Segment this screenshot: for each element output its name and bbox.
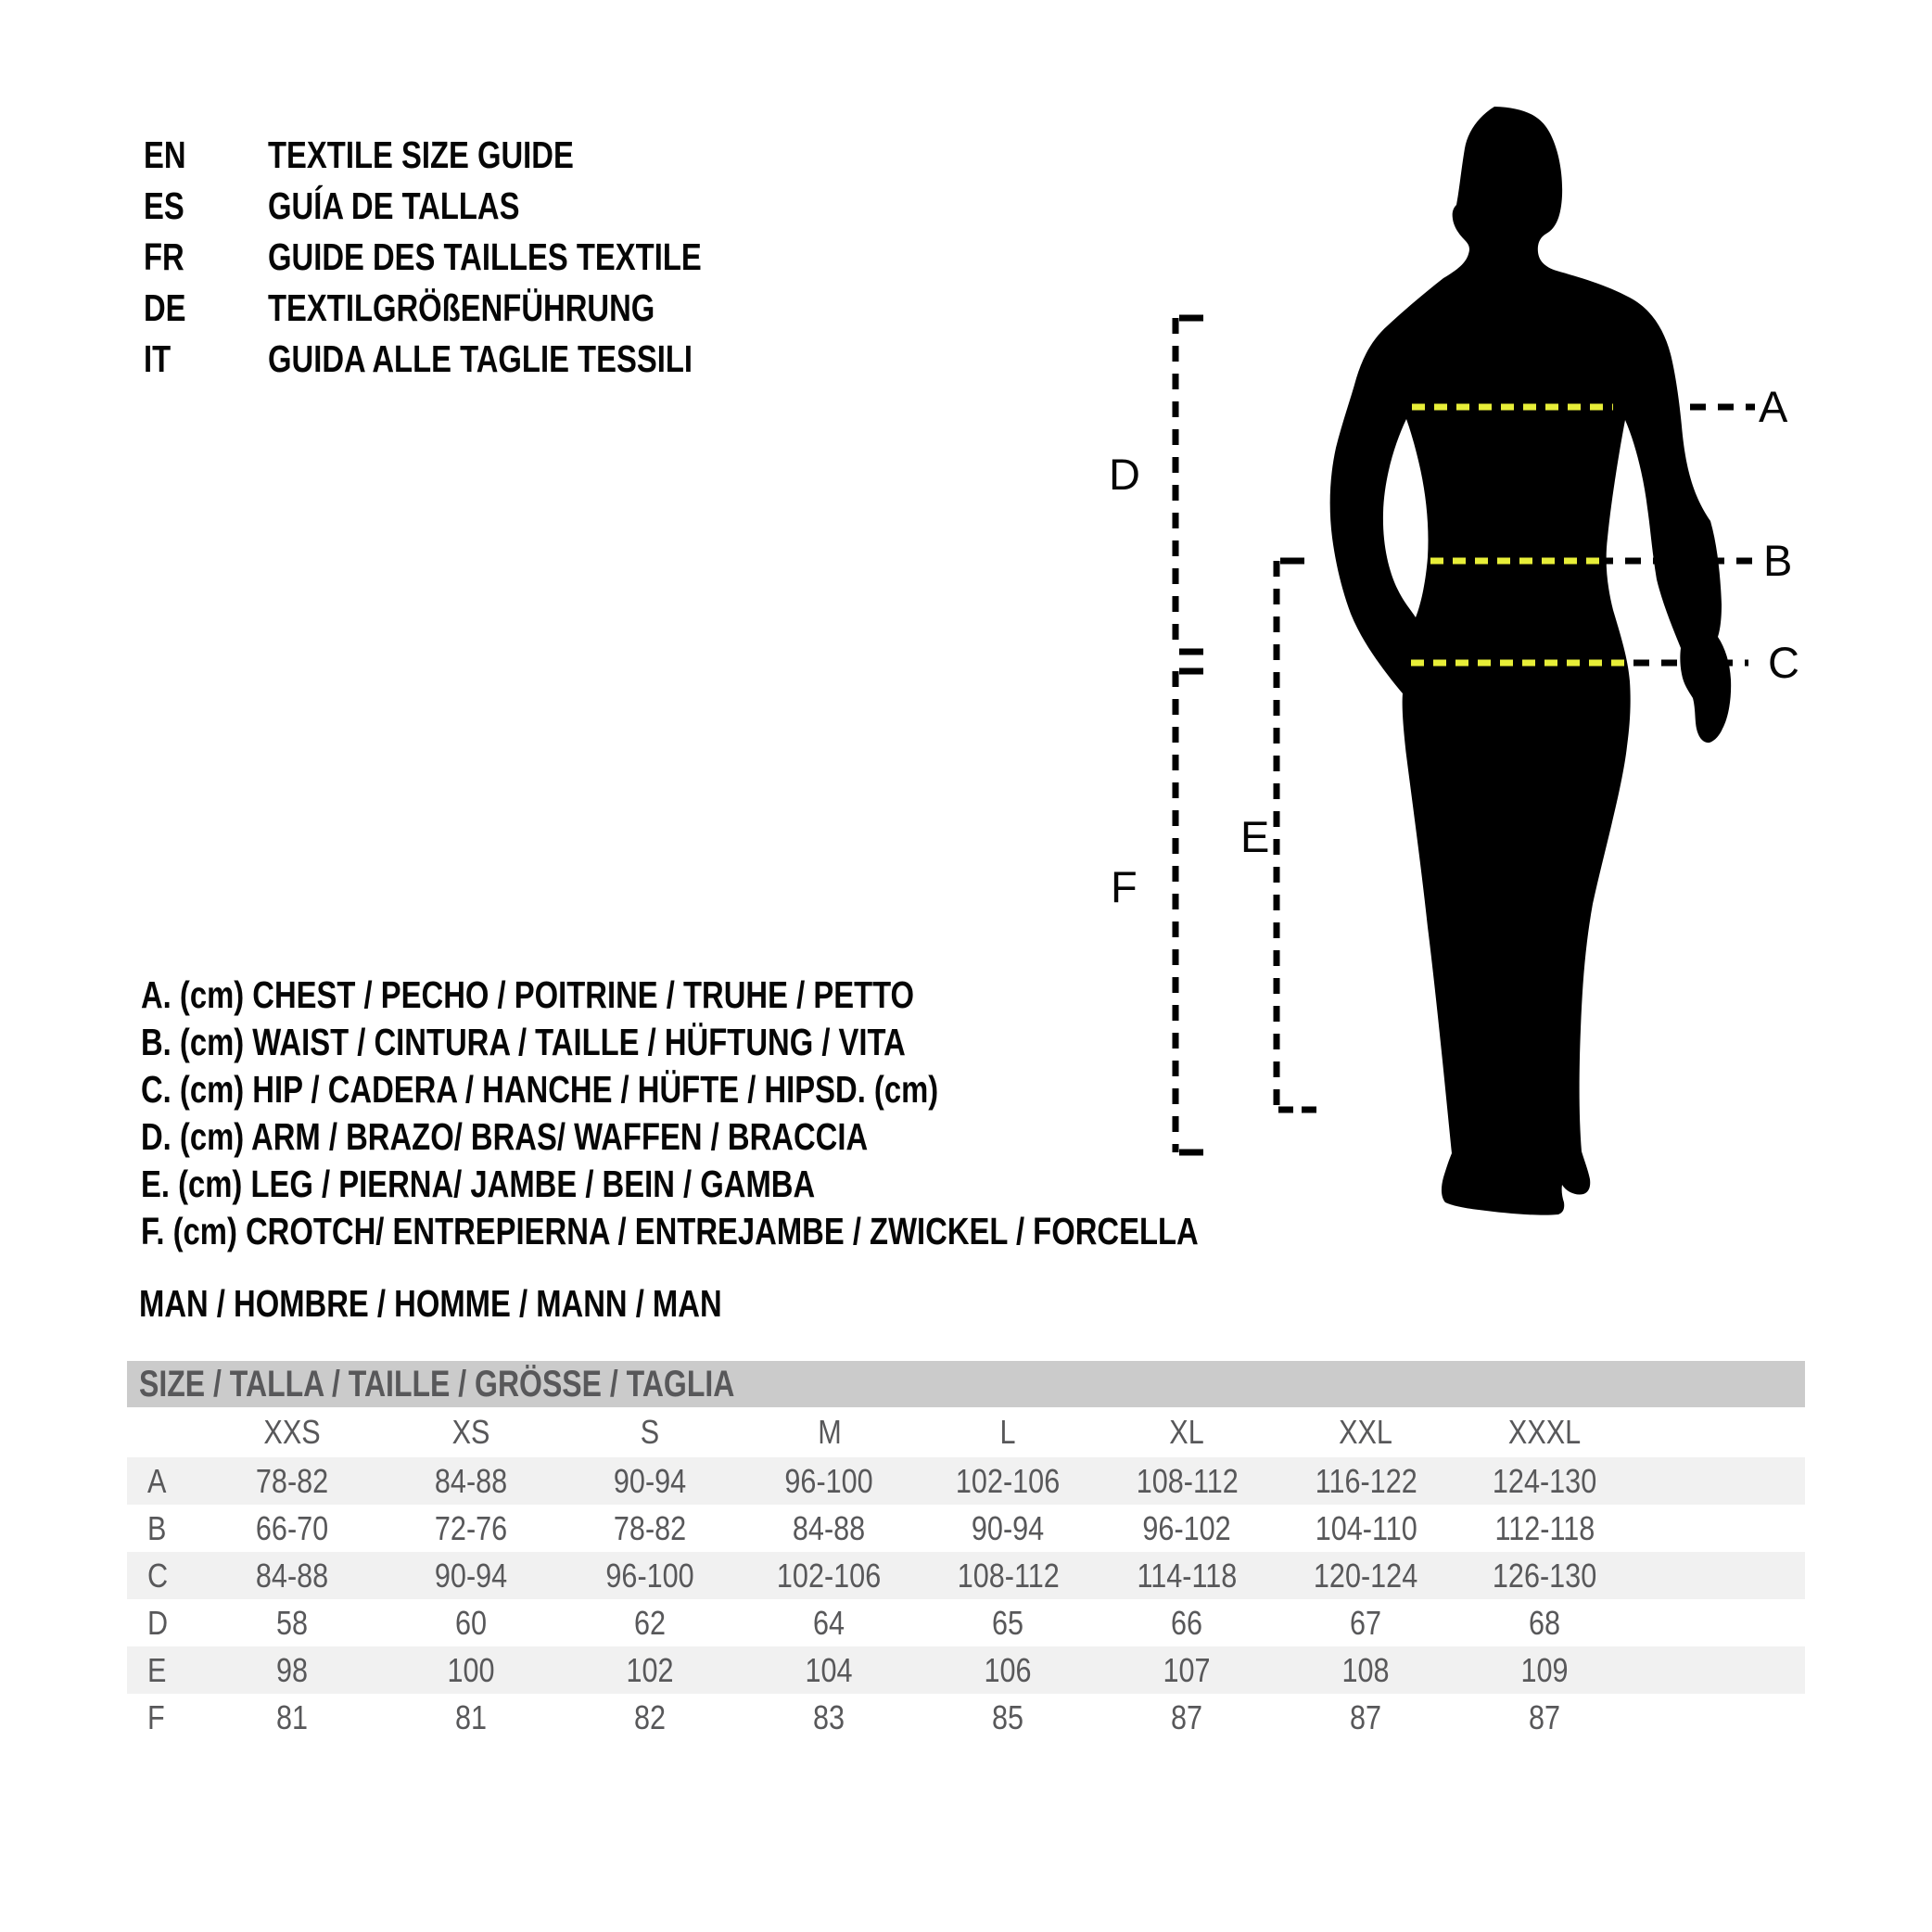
- cell-d-xxl-text: 67: [1350, 1603, 1382, 1642]
- cell-e-xl: [1098, 1651, 1277, 1690]
- cell-f-xxs-text: 81: [276, 1697, 309, 1736]
- cell-a-xxl-text: 116-122: [1315, 1461, 1417, 1500]
- cell-a-xxxl-text: 124-130: [1493, 1461, 1597, 1500]
- language-code: ES: [144, 184, 184, 227]
- table-row-d: [127, 1599, 1805, 1646]
- row-label-c-text: C: [147, 1556, 169, 1595]
- cell-b-xxxl: [1455, 1509, 1634, 1548]
- legend-text: F. (cm) CROTCH/ ENTREPIERNA / ENTREJAMBE / ZWICKEL / FORCELLA: [141, 1210, 1199, 1252]
- cell-f-xxs: [203, 1698, 382, 1737]
- legend-row: [141, 1019, 1463, 1066]
- cell-d-xxxl: [1455, 1604, 1634, 1643]
- column-header-xxxl-text: XXXL: [1508, 1413, 1582, 1451]
- table-row-c: [127, 1552, 1805, 1599]
- row-label-d: [127, 1604, 203, 1643]
- cell-f-l-text: 85: [992, 1697, 1024, 1736]
- legend-text: D. (cm) ARM / BRAZO/ BRAS/ WAFFEN / BRACCIA: [141, 1115, 869, 1158]
- cell-d-l-text: 65: [992, 1603, 1024, 1642]
- cell-d-xxs: [203, 1604, 382, 1643]
- cell-e-xxs: [203, 1651, 382, 1690]
- cell-e-xxl: [1277, 1651, 1455, 1690]
- column-header-s: [561, 1413, 740, 1452]
- cell-a-xs: [382, 1462, 561, 1501]
- cell-d-xxs-text: 58: [276, 1603, 309, 1642]
- cell-b-s: [561, 1509, 740, 1548]
- cell-c-s-text: 96-100: [605, 1556, 695, 1595]
- legend-row: [141, 1208, 1463, 1255]
- row-label-e-text: E: [147, 1650, 167, 1689]
- cell-a-l: [919, 1462, 1098, 1501]
- row-label-a: [127, 1462, 203, 1501]
- row-label-b: [127, 1509, 203, 1548]
- cell-c-xxl: [1277, 1557, 1455, 1595]
- cell-a-xxl: [1277, 1462, 1455, 1501]
- cell-e-xxl-text: 108: [1341, 1650, 1391, 1689]
- cell-d-s: [561, 1604, 740, 1643]
- cell-c-xxxl: [1455, 1557, 1634, 1595]
- cell-d-xl-text: 66: [1171, 1603, 1203, 1642]
- cell-d-l: [919, 1604, 1098, 1643]
- cell-c-xxl-text: 120-124: [1314, 1556, 1418, 1595]
- cell-c-xxxl-text: 126-130: [1493, 1556, 1597, 1595]
- cell-a-s: [561, 1462, 740, 1501]
- cell-b-l-text: 90-94: [972, 1508, 1045, 1547]
- cell-d-xs-text: 60: [455, 1603, 488, 1642]
- cell-e-xl-text: 107: [1163, 1650, 1212, 1689]
- table-row-f: [127, 1694, 1805, 1741]
- table-row-b: [127, 1505, 1805, 1552]
- column-header-m: [740, 1413, 919, 1452]
- cell-e-m: [740, 1651, 919, 1690]
- column-header-xl-text: XL: [1169, 1413, 1205, 1451]
- column-header-l: [919, 1413, 1098, 1452]
- cell-c-xxs: [203, 1557, 382, 1595]
- cell-e-xxxl: [1455, 1651, 1634, 1690]
- legend-row: [141, 1066, 1463, 1113]
- cell-f-xs-text: 81: [455, 1697, 488, 1736]
- cell-b-xl-text: 96-102: [1142, 1508, 1232, 1547]
- column-header-s-text: S: [641, 1413, 660, 1451]
- language-code: DE: [144, 286, 186, 329]
- cell-f-xxxl: [1455, 1698, 1634, 1737]
- cell-d-m-text: 64: [813, 1603, 845, 1642]
- cell-c-xl: [1098, 1557, 1277, 1595]
- size-table-title-bar: [127, 1361, 1805, 1407]
- cell-a-m: [740, 1462, 919, 1501]
- column-header-xl: [1098, 1413, 1277, 1452]
- cell-a-m-text: 96-100: [784, 1461, 874, 1500]
- language-title: TEXTILE SIZE GUIDE: [268, 133, 575, 176]
- cell-c-m-text: 102-106: [777, 1556, 882, 1595]
- cell-b-xs: [382, 1509, 561, 1548]
- legend-row: [141, 1161, 1463, 1208]
- cell-b-m: [740, 1509, 919, 1548]
- language-code: EN: [144, 133, 186, 176]
- cell-f-xxl: [1277, 1698, 1455, 1737]
- column-header-xs-text: XS: [452, 1413, 490, 1451]
- cell-a-s-text: 90-94: [614, 1461, 687, 1500]
- legend-text: C. (cm) HIP / CADERA / HANCHE / HÜFTE / HIPSD. (cm): [141, 1068, 939, 1111]
- cell-b-l: [919, 1509, 1098, 1548]
- cell-d-xxxl-text: 68: [1529, 1603, 1561, 1642]
- cell-e-xxs-text: 98: [276, 1650, 309, 1689]
- table-row-a: [127, 1457, 1805, 1505]
- cell-a-xxxl: [1455, 1462, 1634, 1501]
- language-code: FR: [144, 235, 184, 278]
- cell-c-xs-text: 90-94: [435, 1556, 508, 1595]
- cell-f-m-text: 83: [813, 1697, 845, 1736]
- column-header-xxs: [203, 1413, 382, 1452]
- size-table-body: [127, 1457, 1805, 1741]
- row-label-f-text: F: [147, 1697, 165, 1736]
- cell-f-s: [561, 1698, 740, 1737]
- cell-e-s: [561, 1651, 740, 1690]
- table-row-e: [127, 1646, 1805, 1694]
- cell-c-xs: [382, 1557, 561, 1595]
- row-label-d-text: D: [147, 1603, 169, 1642]
- gender-line: MAN / HOMBRE / HOMME / MANN / MAN: [139, 1282, 722, 1325]
- cell-c-xl-text: 114-118: [1137, 1556, 1238, 1595]
- cell-b-m-text: 84-88: [793, 1508, 866, 1547]
- cell-a-xl-text: 108-112: [1136, 1461, 1239, 1500]
- cell-f-xs: [382, 1698, 561, 1737]
- cell-b-xs-text: 72-76: [435, 1508, 508, 1547]
- cell-a-xxs: [203, 1462, 382, 1501]
- row-label-e: [127, 1651, 203, 1690]
- size-table-column-header: [127, 1407, 1805, 1457]
- cell-d-xxl: [1277, 1604, 1455, 1643]
- cell-c-m: [740, 1557, 919, 1595]
- marker-leg: E: [1240, 812, 1270, 861]
- marker-chest: A: [1759, 382, 1788, 431]
- cell-e-m-text: 104: [805, 1650, 854, 1689]
- marker-arm: D: [1109, 450, 1140, 499]
- cell-b-xxs: [203, 1509, 382, 1548]
- column-header-xxs-text: XXS: [263, 1413, 322, 1451]
- cell-d-xs: [382, 1604, 561, 1643]
- legend-text: A. (cm) CHEST / PECHO / POITRINE / TRUHE / PETTO: [141, 973, 915, 1016]
- marker-crotch: F: [1111, 862, 1138, 911]
- measurement-legend: [141, 972, 1463, 1255]
- cell-e-l: [919, 1651, 1098, 1690]
- cell-f-s-text: 82: [634, 1697, 667, 1736]
- cell-f-xl: [1098, 1698, 1277, 1737]
- cell-f-m: [740, 1698, 919, 1737]
- cell-b-xxxl-text: 112-118: [1494, 1508, 1595, 1547]
- cell-d-xl: [1098, 1604, 1277, 1643]
- marker-hip: C: [1768, 638, 1799, 687]
- language-title: GUIDA ALLE TAGLIE TESSILI: [268, 337, 693, 380]
- legend-row: [141, 972, 1463, 1019]
- row-label-a-text: A: [147, 1461, 167, 1500]
- legend-row: [141, 1113, 1463, 1161]
- cell-b-xl: [1098, 1509, 1277, 1548]
- cell-c-s: [561, 1557, 740, 1595]
- cell-f-l: [919, 1698, 1098, 1737]
- cell-e-xs-text: 100: [447, 1650, 496, 1689]
- cell-a-xs-text: 84-88: [435, 1461, 508, 1500]
- row-label-c: [127, 1557, 203, 1595]
- row-label-b-text: B: [147, 1508, 167, 1547]
- cell-e-l-text: 106: [984, 1650, 1033, 1689]
- legend-text: E. (cm) LEG / PIERNA/ JAMBE / BEIN / GAMBA: [141, 1163, 816, 1205]
- cell-a-xl: [1098, 1462, 1277, 1501]
- cell-b-xxl-text: 104-110: [1315, 1508, 1417, 1547]
- row-label-f: [127, 1698, 203, 1737]
- column-header-xxl: [1277, 1413, 1455, 1452]
- size-table: [127, 1361, 1805, 1741]
- cell-b-xxs-text: 66-70: [256, 1508, 329, 1547]
- cell-f-xxxl-text: 87: [1529, 1697, 1561, 1736]
- cell-e-xs: [382, 1651, 561, 1690]
- language-title: GUIDE DES TAILLES TEXTILE: [268, 235, 703, 278]
- cell-b-xxl: [1277, 1509, 1455, 1548]
- cell-e-xxxl-text: 109: [1520, 1650, 1570, 1689]
- cell-d-s-text: 62: [634, 1603, 667, 1642]
- cell-f-xl-text: 87: [1171, 1697, 1203, 1736]
- column-header-xxl-text: XXL: [1339, 1413, 1393, 1451]
- language-code: IT: [144, 337, 172, 380]
- column-header-l-text: L: [999, 1413, 1017, 1451]
- size-table-title: SIZE / TALLA / TAILLE / GRÖSSE / TAGLIA: [139, 1364, 735, 1405]
- cell-c-l: [919, 1557, 1098, 1595]
- marker-waist: B: [1763, 536, 1793, 585]
- cell-a-xxs-text: 78-82: [256, 1461, 329, 1500]
- cell-f-xxl-text: 87: [1350, 1697, 1382, 1736]
- column-header-m-text: M: [817, 1413, 842, 1451]
- cell-a-l-text: 102-106: [956, 1461, 1061, 1500]
- legend-text: B. (cm) WAIST / CINTURA / TAILLE / HÜFTUNG / VITA: [141, 1021, 906, 1063]
- cell-e-s-text: 102: [626, 1650, 675, 1689]
- language-title: TEXTILGRÖßENFÜHRUNG: [268, 286, 655, 329]
- cell-c-l-text: 108-112: [957, 1556, 1060, 1595]
- column-header-xxxl: [1455, 1413, 1634, 1452]
- cell-d-m: [740, 1604, 919, 1643]
- language-title: GUÍA DE TALLAS: [268, 184, 520, 227]
- cell-c-xxs-text: 84-88: [256, 1556, 329, 1595]
- cell-b-s-text: 78-82: [614, 1508, 687, 1547]
- column-header-xs: [382, 1413, 561, 1452]
